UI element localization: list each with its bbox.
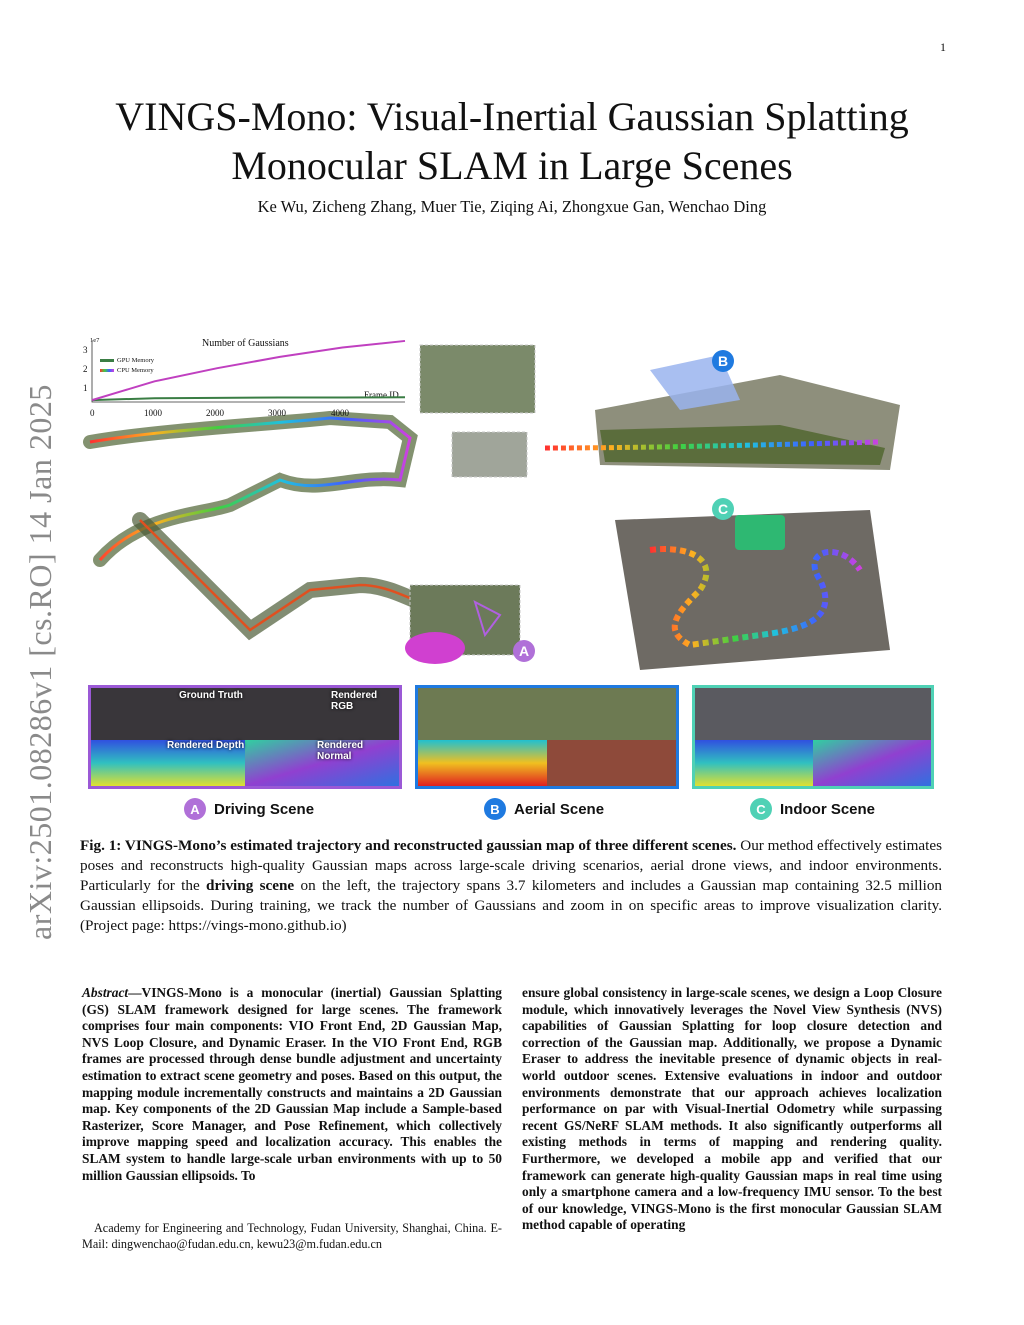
paper-title: VINGS-Mono: Visual-Inertial Gaussian Splatting Monocular SLAM in Large Scenes (115, 94, 909, 188)
y-tick: 1 (83, 383, 88, 393)
caption-indoor-scene (750, 798, 875, 820)
y-tick: 2 (83, 364, 88, 374)
page-number: 1 (940, 40, 946, 54)
x-tick: 2000 (206, 408, 224, 418)
badge-c: C (750, 798, 772, 820)
caption-text: on the left, the trajectory spans 3.7 kilometers and includes a Gaussian map containing 32.5 million Gaussian ellipsoids. During training, we track the number of Gaussians and zoom in on specific areas to improve visualization clarity. (Project page: https://vings-mono.github.io) (80, 877, 943, 934)
label-rendered-rgb: Rendered RGB (331, 690, 378, 712)
scene-caption-label: Indoor Scene (780, 800, 876, 818)
author-list: Ke Wu, Zicheng Zhang, Muer Tie, Ziqing Ai, Zhongxue Gan, Wenchao Ding (257, 197, 767, 216)
y-tick: 3 (83, 345, 88, 355)
figure-1 (80, 330, 960, 825)
legend-label: GPU Memory (117, 357, 155, 364)
badge-c: C (712, 498, 734, 520)
indoor-scene-panel (692, 685, 934, 789)
abstract-left-column (82, 985, 502, 1184)
arxiv-identifier-stamp: arXiv:2501.08286v1 [cs.RO] 14 Jan 2025 (22, 384, 58, 940)
badge-b: B (712, 350, 734, 372)
label-rendered-depth: Rendered Depth (167, 740, 245, 751)
x-tick: 0 (90, 408, 95, 418)
figure-caption (80, 836, 942, 936)
badge-a: A (184, 798, 206, 820)
caption-label: Fig. 1: VINGS-Mono’s estimated trajectory and reconstructed gaussian map of three different scenes. (80, 837, 737, 854)
chart-title: Number of Gaussians (202, 338, 289, 349)
affiliation-footnote: Academy for Engineering and Technology, Fudan University, Shanghai, China. E-Mail: dingwenchao@fudan.edu.cn, kewu23@m.fudan.edu.cn (82, 1221, 502, 1251)
caption-aerial-scene (484, 798, 604, 820)
chart-x-label: Frame ID (364, 390, 399, 400)
abstract-right-column: ensure global consistency in large-scale scenes, we design a Loop Closure module, which innovatively leverages the Novel View Synthesis (NVS) capabilities of Gaussian Splatting for loop closure detection and correction of the Gaussian map. Additionally, we propose a Dynamic Eraser to address the inevitable presence of dynamic objects in real-world outdoor scenes. Extensive evaluations in indoor and outdoor environments demonstrate that our approach achieves localization performance on par with Visual-Inertial Odometry while surpassing recent GS/NeRF SLAM methods. It also significantly outperforms all existing methods in terms of mapping and rendering quality. Furthermore, we developed a mobile app and verified that our framework can generate high-quality Gaussian maps in real time using only a smartphone camera and a low-frequency IMU sensor. To the best of our knowledge, VINGS-Mono is the first monocular Gaussian SLAM method capable of operating (522, 985, 942, 1233)
abstract-text: —VINGS-Mono is a monocular (inertial) Gaussian Splatting (GS) SLAM framework designed for large scenes. The framework comprises four main components: VIO Front End, 2D Gaussian Map, NVS Loop Closure, and Dynamic Eraser. In the VIO Front End, RGB frames are processed through dense bundle adjustment and uncertainty estimation to extract scene geometry and poses. Based on this output, the mapping module incrementally constructs and maintains a 2D Gaussian map. Key components of the 2D Gaussian Map include a Sample-based Rasterizer, Score Manager, and Pose Refinement, which collectively improve mapping speed and localization accuracy. This enables the SLAM system to handle large-scale urban environments with up to 50 million Gaussian ellipsoids. To (82, 985, 502, 1183)
label-ground-truth: Ground Truth (179, 690, 243, 701)
caption-text: Our method effectively estimates poses and reconstructs high-quality Gaussian maps across large-scale driving scenarios, aerial drone views, and indoor environments. Particularly for the (80, 837, 943, 894)
badge-b: B (484, 798, 506, 820)
abstract-heading: Abstract (82, 985, 129, 1000)
chart-plot-area (80, 330, 410, 420)
gaussian-count-chart (80, 330, 410, 420)
badge-a: A (513, 640, 535, 662)
scene-caption-label: Driving Scene (214, 800, 315, 818)
x-tick: 4000 (331, 408, 349, 418)
label-rendered-normal: Rendered Normal (317, 740, 364, 762)
series-line-cpu-memory (92, 341, 405, 400)
series-line-gpu-memory (92, 397, 405, 400)
chart-axes (92, 340, 405, 402)
aerial-scene-panel (415, 685, 679, 789)
chart-y-exponent: 1e7 (90, 337, 100, 344)
driving-scene-panel (88, 685, 402, 789)
x-tick: 3000 (268, 408, 286, 418)
caption-emphasis: driving scene (206, 877, 295, 894)
caption-driving-scene (184, 798, 314, 820)
x-tick: 1000 (144, 408, 162, 418)
scene-caption-label: Aerial Scene (514, 800, 605, 818)
legend-label: CPU Memory (117, 367, 154, 374)
